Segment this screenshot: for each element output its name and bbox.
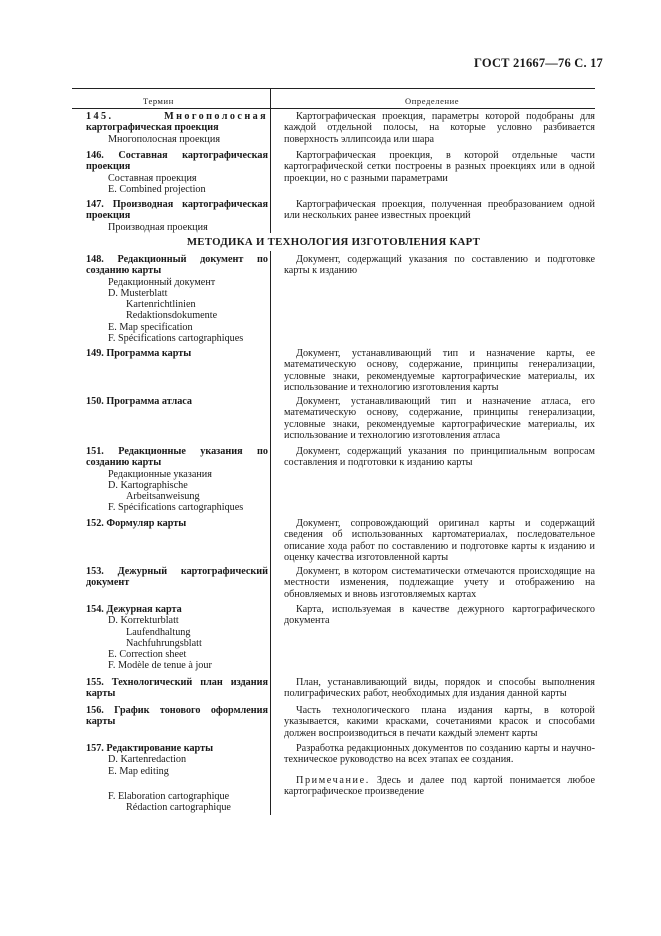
- term-definition: Картографическая проекция, параметры которой подобраны для каждой отдельной полосы, на которые условно разбивается поверхность эллипсоида или шара: [284, 111, 595, 145]
- term-definition: Документ, устанавливающий тип и назначение атласа, его математическую основу, содержание, принципы генерализации, условные знаки, рекомендуемые картографические материалы, их использование и технологию изготовления атласа: [284, 396, 595, 441]
- term-title-cont: проекция: [86, 161, 131, 173]
- term-definition: Документ, в котором систематически отмечаются происходящие на местности изменения, подлежащие учету и отображению на обновляемых и вновь изготовляемых картах: [284, 566, 595, 600]
- term-equivalent: Kartenrichtlinien: [126, 299, 196, 311]
- term-title: 152. Формуляр карты: [86, 518, 187, 529]
- term-title-cont: карты: [86, 688, 116, 700]
- table-header-rule: [72, 108, 595, 109]
- term-title: 147. Производная картографическая: [86, 199, 268, 210]
- term-equivalent: E. Combined projection: [108, 183, 206, 195]
- term-equivalent: Многополосная проекция: [108, 133, 221, 145]
- term-title-cont: созданию карты: [86, 265, 162, 277]
- definition-column-header: Определение: [405, 96, 460, 106]
- term-title: 153. Дежурный картографический: [86, 566, 268, 577]
- term-equivalent: Nachfuhrungsblatt: [126, 637, 202, 649]
- term-equivalent: D. Musterblatt: [108, 287, 168, 299]
- term-title: 149. Программа карты: [86, 348, 192, 359]
- term-equivalent: F. Spécifications cartographiques: [108, 333, 244, 345]
- term-equivalent: Производная проекция: [108, 221, 208, 233]
- term-title: 157. Редактирование карты: [86, 743, 214, 754]
- term-equivalent: E. Map editing: [108, 765, 169, 777]
- term-equivalent: Редакционный документ: [108, 276, 216, 288]
- term-title: 151. Редакционные указания по: [86, 446, 268, 457]
- table-top-rule: [72, 88, 595, 89]
- term-equivalent: E. Map specification: [108, 321, 193, 333]
- term-definition: Документ, устанавливающий тип и назначение карты, ее математическую основу, содержание, принципы генерализации, условные знаки, рекомендуемые картографические материалы, их использование и технологию изготовления карты: [284, 348, 595, 393]
- term-definition: Документ, сопровождающий оригинал карты и содержащий сведения об использованных картоматериалах, последовательное описание хода работ по составлению и подготовке карты к изданию и оценку качества изготовленной карты: [284, 518, 595, 563]
- term-equivalent: Redaktionsdokumente: [126, 310, 218, 322]
- term-title: 150. Программа атласа: [86, 396, 193, 407]
- term-title-cont: картографическая проекция: [86, 122, 219, 134]
- term-definition: Разработка редакционных документов по созданию карты и научно-техническое руководство на всех этапах ее создания.: [284, 743, 595, 766]
- term-equivalent: Редакционные указания: [108, 468, 212, 480]
- term-title-cont: документ: [86, 577, 130, 589]
- term-equivalent: D. Korrekturblatt: [108, 615, 179, 627]
- term-definition: Часть технологического плана издания карты, в которой указывается, какими красками, сочетаниями красок и способами должен воспроизводиться в печати каждый элемент карты: [284, 705, 595, 739]
- term-definition: Картографическая проекция, в которой отдельные части картографической сетки построены в разных проекциях или в одной проекции, но с разными параметрами: [284, 150, 595, 184]
- term-equivalent: Составная проекция: [108, 172, 197, 184]
- note: [284, 775, 595, 798]
- term-definition: Карта, используемая в качестве дежурного картографического документа: [284, 604, 595, 627]
- column-divider: [270, 251, 271, 815]
- section-title: МЕТОДИКА И ТЕХНОЛОГИЯ ИЗГОТОВЛЕНИЯ КАРТ: [186, 236, 481, 248]
- term-title: 155. Технологический план издания: [86, 677, 268, 688]
- term-equivalent: F. Elaboration cartographique: [108, 790, 230, 802]
- term-equivalent: Rédaction cartographique: [126, 802, 231, 814]
- term-equivalent: Laufendhaltung: [126, 626, 191, 638]
- note-label: Примечание.: [296, 775, 370, 786]
- term-title-cont: созданию карты: [86, 457, 162, 469]
- term-definition: Документ, содержащий указания по принципиальным вопросам составления и подготовки к изданию карты: [284, 446, 595, 469]
- page-header: ГОСТ 21667—76 С. 17: [474, 56, 603, 70]
- term-equivalent: F. Modèle de tenue à jour: [108, 660, 212, 672]
- term-equivalent: E. Correction sheet: [108, 649, 187, 661]
- term-title: 148. Редакционный документ по: [86, 254, 268, 265]
- term-definition: Документ, содержащий указания по составлению и подготовке карты к изданию: [284, 254, 595, 277]
- term-equivalent: F. Spécifications cartographiques: [108, 502, 244, 514]
- term-title: 146. Составная картографическая: [86, 150, 268, 161]
- note-text: Здесь и далее под картой понимается любое картографическое произведение: [284, 775, 595, 798]
- term-title: 154. Дежурная карта: [86, 604, 182, 615]
- term-title-cont: карты: [86, 716, 116, 728]
- term-definition: Картографическая проекция, полученная преобразованием одной или нескольких ранее известных проекций: [284, 199, 595, 222]
- term-title-cont: проекция: [86, 210, 131, 222]
- column-divider: [270, 88, 271, 233]
- term-equivalent: D. Kartenredaction: [108, 754, 187, 766]
- term-equivalent: Arbeitsanweisung: [126, 491, 200, 503]
- term-column-header: Термин: [143, 96, 174, 106]
- term-title: 156. График тонового оформления: [86, 705, 268, 716]
- term-equivalent: D. Kartographische: [108, 479, 188, 491]
- term-title: 145. Многополосная: [86, 111, 268, 122]
- term-definition: План, устанавливающий виды, порядок и способы выполнения полиграфических работ, необходимых для издания данной карты: [284, 677, 595, 700]
